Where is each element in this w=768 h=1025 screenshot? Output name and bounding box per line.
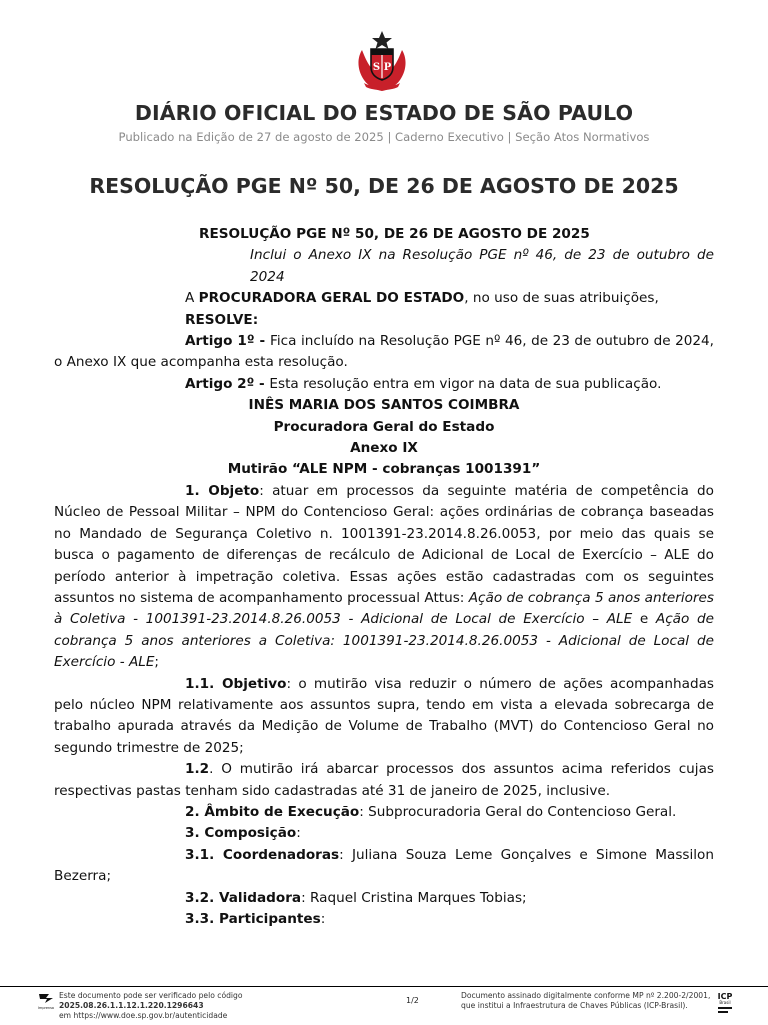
verification-code: 2025.08.26.1.1.12.1.220.1296643 — [59, 1001, 204, 1010]
signature-line-1: Documento assinado digitalmente conforme MP nº 2.200-2/2001, — [461, 991, 711, 1000]
annex-title: Anexo IX — [350, 440, 418, 457]
gazette-title: DIÁRIO OFICIAL DO ESTADO DE SÃO PAULO — [134, 101, 634, 125]
publication-line: Publicado na Edição de 27 de agosto de 2025 | Caderno Executivo | Seção Atos Normativos — [118, 130, 650, 144]
document-body — [54, 224, 714, 930]
imprensa-logo-text: Imprensa — [38, 1006, 54, 1010]
verification-url[interactable]: em https://www.doe.sp.gov.br/autenticidade — [59, 1011, 228, 1020]
section-1-objeto — [54, 481, 714, 674]
verification-prefix: Este documento pode ser verificado pelo código — [59, 991, 243, 1000]
article-2-text: Esta resolução entra em vigor na data de sua publicação. — [269, 375, 662, 392]
section-2-text: : Subprocuradoria Geral do Contencioso Geral. — [359, 803, 677, 820]
ementa: Inclui o Anexo IX na Resolução PGE nº 46, de 23 de outubro de 2024 — [250, 247, 714, 285]
crest-letter-p: P — [383, 62, 392, 73]
preamble-rest: , no uso de suas atribuições, — [464, 290, 659, 307]
signature-note — [461, 991, 716, 1011]
section-1-2-label: 1.2 — [185, 761, 210, 778]
section-3-2-text: : Raquel Cristina Marques Tobias; — [301, 889, 527, 906]
preamble-a: A — [185, 290, 199, 307]
article-1 — [54, 331, 714, 374]
section-1-and: e — [632, 611, 656, 628]
article-2-label: Artigo 2º - — [185, 375, 270, 392]
section-1-1-label: 1.1. Objetivo — [185, 675, 287, 692]
icp-logo-text: ICP — [717, 992, 733, 1001]
resolve-heading: RESOLVE: — [185, 311, 259, 328]
authority-name: PROCURADORA GERAL DO ESTADO — [198, 290, 465, 307]
section-3-text: : — [296, 825, 301, 842]
article-2 — [54, 374, 714, 395]
verification-note — [59, 991, 389, 1021]
subject-2: Ação de cobrança 5 anos anteriores a Coletiva: 1001391-23.2014.8.26.0053 - Adicional de Local de Exercício - ALE — [54, 611, 714, 671]
section-1-1-text: : o mutirão visa reduzir o número de ações acompanhadas pelo núcleo NPM relativamente aos assuntos supra, tendo em vista a elevada sobrecarga de trabalho apurada através da Medição de Volume de Trabalho (MVT) do Contencioso Geral no segundo trimestre de 2025; — [54, 675, 714, 756]
crest-letter-s: S — [372, 62, 381, 73]
section-2-ambito — [54, 802, 714, 823]
signer-role: Procuradora Geral do Estado — [273, 418, 495, 435]
section-3-composicao — [54, 823, 714, 844]
section-3-2-label: 3.2. Validadora — [185, 889, 302, 906]
section-1-label: 1. Objeto — [185, 482, 260, 499]
resolution-title: RESOLUÇÃO PGE Nº 50, DE 26 DE AGOSTO DE 2025 — [89, 174, 679, 198]
page-number: 1/2 — [406, 996, 419, 1005]
section-3-label: 3. Composição — [185, 825, 297, 842]
section-1-2-text: . O mutirão irá abarcar processos dos assuntos acima referidos cujas respectivas pastas tenham sido cadastradas até 31 de janeiro de 2025, inclusive. — [54, 761, 714, 799]
section-3-1-coordenadoras — [54, 845, 714, 888]
section-1-2 — [54, 759, 714, 802]
section-1-text: : atuar em processos da seguinte matéria de competência do Núcleo de Pessoal Militar – NPM do Contencioso Geral: ações ordinárias de cobrança baseadas no Mandado de Segurança Coletivo n. 1001391-23.2014.8.26.0053, por meio das quais se busca o pagamento de diferenças de recálculo de Adicional de Local de Exercício – ALE do período anterior à impetração coletiva. Essas ações estão cadastradas com os seguintes assuntos no sistema de acompanhamento processual Attus: — [54, 482, 714, 606]
section-3-3-participantes — [54, 909, 714, 930]
page-footer — [0, 986, 768, 1025]
signer-name: INÊS MARIA DOS SANTOS COIMBRA — [248, 397, 520, 414]
sao-paulo-coat-of-arms-icon — [354, 30, 410, 92]
section-2-label: 2. Âmbito de Execução — [185, 803, 360, 820]
mutirao-title: Mutirão “ALE NPM - cobranças 1001391” — [227, 461, 541, 478]
section-3-3-label: 3.3. Participantes — [185, 911, 321, 927]
section-3-2-validadora — [54, 888, 714, 909]
subject-1: Ação de cobrança 5 anos anteriores à Coletiva - 1001391-23.2014.8.26.0053 - Adicional de Local de Exercício – ALE — [54, 589, 714, 628]
section-3-1-label: 3.1. Coordenadoras — [185, 846, 340, 863]
section-3-3-text: : — [320, 911, 326, 927]
icp-brasil-logo-icon — [714, 990, 736, 1016]
section-1-end: ; — [154, 654, 160, 671]
article-1-text: Fica incluído na Resolução PGE nº 46, de 23 de outubro de 2024, o Anexo IX que acompanha esta resolução. — [54, 333, 714, 371]
resolution-subtitle: RESOLUÇÃO PGE Nº 50, DE 26 DE AGOSTO DE 2025 — [199, 226, 590, 242]
section-1-1-objetivo — [54, 674, 714, 760]
preamble — [54, 288, 714, 309]
signature-line-2: que institui a Infraestrutura de Chaves Públicas (ICP-Brasil). — [461, 1001, 688, 1010]
brasil-logo-text: Brasil — [719, 1000, 731, 1005]
article-1-label: Artigo 1º - — [185, 333, 271, 350]
section-3-1-text: : Juliana Souza Leme Gonçalves e Simone Massilon Bezerra; — [54, 846, 714, 885]
imprensa-oficial-logo-icon — [36, 992, 56, 1010]
